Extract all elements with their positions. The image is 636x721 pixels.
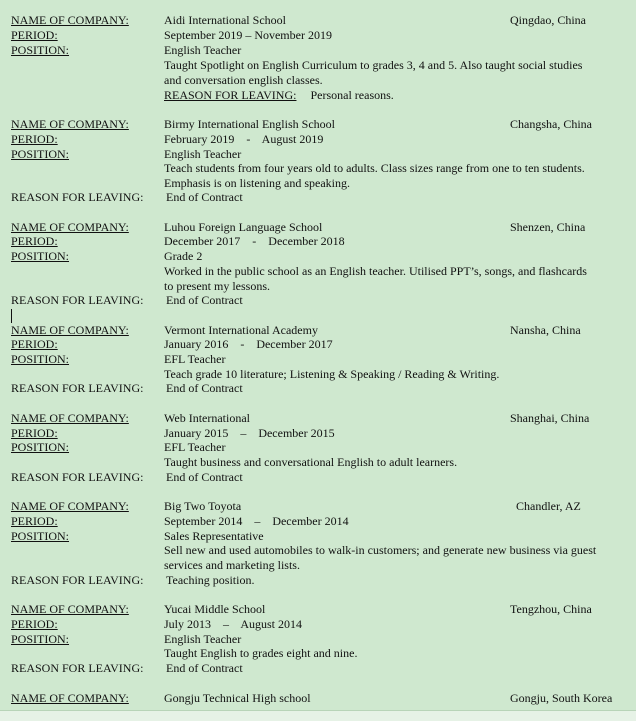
entry-7-desc-line-1	[0, 646, 636, 661]
entry-7-reason-line	[0, 661, 636, 676]
company-location: Tengzhou, China	[510, 602, 592, 616]
company-label: NAME OF COMPANY:	[11, 220, 129, 234]
entry-6-company-line	[0, 499, 636, 514]
period-value: January 2015 – December 2015	[164, 426, 335, 440]
company-location: Gongju, South Korea	[510, 691, 613, 705]
entry-3-company-line	[0, 220, 636, 235]
period-value: July 2013 – August 2014	[164, 617, 303, 631]
entry-5-company-line	[0, 411, 636, 426]
description-text: Teach students from four years old to adults. Class sizes range from one to ten students.	[164, 161, 585, 175]
entry-1-desc-line-1	[0, 58, 636, 73]
entry-2-company-line	[0, 117, 636, 132]
entry-3-desc-line-2	[0, 279, 636, 294]
company-name: Aidi International School	[164, 13, 286, 27]
reason-value: End of Contract	[166, 470, 243, 484]
position-value: English Teacher	[164, 632, 242, 646]
description-text: to present my lessons.	[164, 279, 270, 293]
position-label: POSITION:	[11, 352, 70, 366]
period-label: PERIOD:	[11, 617, 58, 631]
period-value: January 2016 - December 2017	[164, 337, 333, 351]
company-label: NAME OF COMPANY:	[11, 411, 129, 425]
company-location: Chandler, AZ	[516, 499, 581, 513]
position-value: EFL Teacher	[164, 352, 226, 366]
entry-4-period-line	[0, 337, 636, 352]
entry-4-position-line	[0, 352, 636, 367]
entry-6-period-line	[0, 514, 636, 529]
position-label: POSITION:	[11, 440, 70, 454]
entry-8-company-line	[0, 691, 636, 706]
period-label: PERIOD:	[11, 234, 58, 248]
period-value: February 2019 - August 2019	[164, 132, 324, 146]
entry-3-period-line	[0, 234, 636, 249]
period-value: December 2017 - December 2018	[164, 234, 345, 248]
reason-value: End of Contract	[166, 190, 243, 204]
description-text: Teach grade 10 literature; Listening & Speaking / Reading & Writing.	[164, 367, 500, 381]
description-text: and conversation english classes.	[164, 73, 323, 87]
position-value: English Teacher	[164, 147, 242, 161]
entry-5-period-line	[0, 426, 636, 441]
company-name: Big Two Toyota	[164, 499, 242, 513]
description-text: Emphasis is on listening and speaking.	[164, 176, 350, 190]
company-label: NAME OF COMPANY:	[11, 691, 129, 705]
entry-5-reason-line	[0, 470, 636, 485]
window-bottom-edge	[0, 710, 636, 721]
company-name: Vermont International Academy	[164, 323, 318, 337]
company-location: Qingdao, China	[510, 13, 586, 27]
company-label: NAME OF COMPANY:	[11, 499, 129, 513]
period-value: September 2014 – December 2014	[164, 514, 349, 528]
entry-4-company-line	[0, 323, 636, 338]
entry-4-desc-line-1	[0, 367, 636, 382]
position-label: POSITION:	[11, 43, 70, 57]
reason-label: REASON FOR LEAVING:	[11, 661, 144, 675]
entry-2-desc-line-1	[0, 161, 636, 176]
description-text: services and marketing lists.	[164, 558, 300, 572]
company-label: NAME OF COMPANY:	[11, 602, 129, 616]
company-name: Luhou Foreign Language School	[164, 220, 323, 234]
description-text: Taught Spotlight on English Curriculum to grades 3, 4 and 5. Also taught social studies	[164, 58, 583, 72]
period-label: PERIOD:	[11, 337, 58, 351]
reason-wrapper	[164, 88, 394, 103]
company-label: NAME OF COMPANY:	[11, 117, 129, 131]
entry-7-period-line	[0, 617, 636, 632]
position-label: POSITION:	[11, 249, 70, 263]
entry-6-reason-line	[0, 573, 636, 588]
company-name: Web International	[164, 411, 250, 425]
company-label: NAME OF COMPANY:	[11, 13, 129, 27]
entry-3-position-line	[0, 249, 636, 264]
entry-7-company-line	[0, 602, 636, 617]
entry-7-position-line	[0, 632, 636, 647]
entry-1-period-line	[0, 28, 636, 43]
reason-value: Personal reasons.	[310, 88, 394, 102]
company-name: Gongju Technical High school	[164, 691, 311, 705]
entry-4-reason-line	[0, 381, 636, 396]
entry-1-position-line	[0, 43, 636, 58]
description-text: Taught English to grades eight and nine.	[164, 646, 358, 660]
entry-1-desc-line-2	[0, 73, 636, 88]
period-label: PERIOD:	[11, 28, 58, 42]
position-value: EFL Teacher	[164, 440, 226, 454]
entry-2-reason-line	[0, 190, 636, 205]
period-label: PERIOD:	[11, 426, 58, 440]
reason-value: End of Contract	[166, 381, 243, 395]
position-value: English Teacher	[164, 43, 242, 57]
position-label: POSITION:	[11, 147, 70, 161]
entry-1-reason-line	[0, 88, 636, 103]
description-text: Sell new and used automobiles to walk-in customers; and generate new business via guest	[164, 543, 597, 557]
company-label: NAME OF COMPANY:	[11, 323, 129, 337]
entry-2-desc-line-2	[0, 176, 636, 191]
reason-label: REASON FOR LEAVING:	[11, 190, 144, 204]
entry-1-company-line	[0, 13, 636, 28]
position-value: Sales Representative	[164, 529, 264, 543]
entry-3-desc-line-1	[0, 264, 636, 279]
position-label: POSITION:	[11, 529, 70, 543]
reason-label: REASON FOR LEAVING:	[11, 293, 144, 307]
entry-5-position-line	[0, 440, 636, 455]
description-text: Worked in the public school as an English teacher. Utilised PPT’s, songs, and flashcards	[164, 264, 587, 278]
reason-label: REASON FOR LEAVING:	[11, 470, 144, 484]
entry-6-desc-line-2	[0, 558, 636, 573]
reason-label: REASON FOR LEAVING:	[11, 573, 144, 587]
period-label: PERIOD:	[11, 132, 58, 146]
period-value: September 2019 – November 2019	[164, 28, 332, 42]
description-text: Taught business and conversational English to adult learners.	[164, 455, 458, 469]
company-location: Shanghai, China	[510, 411, 590, 425]
reason-value: End of Contract	[166, 293, 243, 307]
position-value: Grade 2	[164, 249, 203, 263]
entry-2-period-line	[0, 132, 636, 147]
text-cursor	[11, 309, 12, 323]
company-location: Changsha, China	[510, 117, 592, 131]
reason-value: End of Contract	[166, 661, 243, 675]
reason-label: REASON FOR LEAVING:	[11, 381, 144, 395]
entry-2-position-line	[0, 147, 636, 162]
entry-6-position-line	[0, 529, 636, 544]
company-location: Shenzen, China	[510, 220, 586, 234]
position-label: POSITION:	[11, 632, 70, 646]
entry-3-reason-line	[0, 293, 636, 308]
entry-6-desc-line-1	[0, 543, 636, 558]
reason-label: REASON FOR LEAVING:	[164, 88, 297, 102]
company-name: Birmy International English School	[164, 117, 335, 131]
company-location: Nansha, China	[510, 323, 581, 337]
period-label: PERIOD:	[11, 514, 58, 528]
reason-value: Teaching position.	[166, 573, 255, 587]
entry-5-desc-line-1	[0, 455, 636, 470]
company-name: Yucai Middle School	[164, 602, 266, 616]
